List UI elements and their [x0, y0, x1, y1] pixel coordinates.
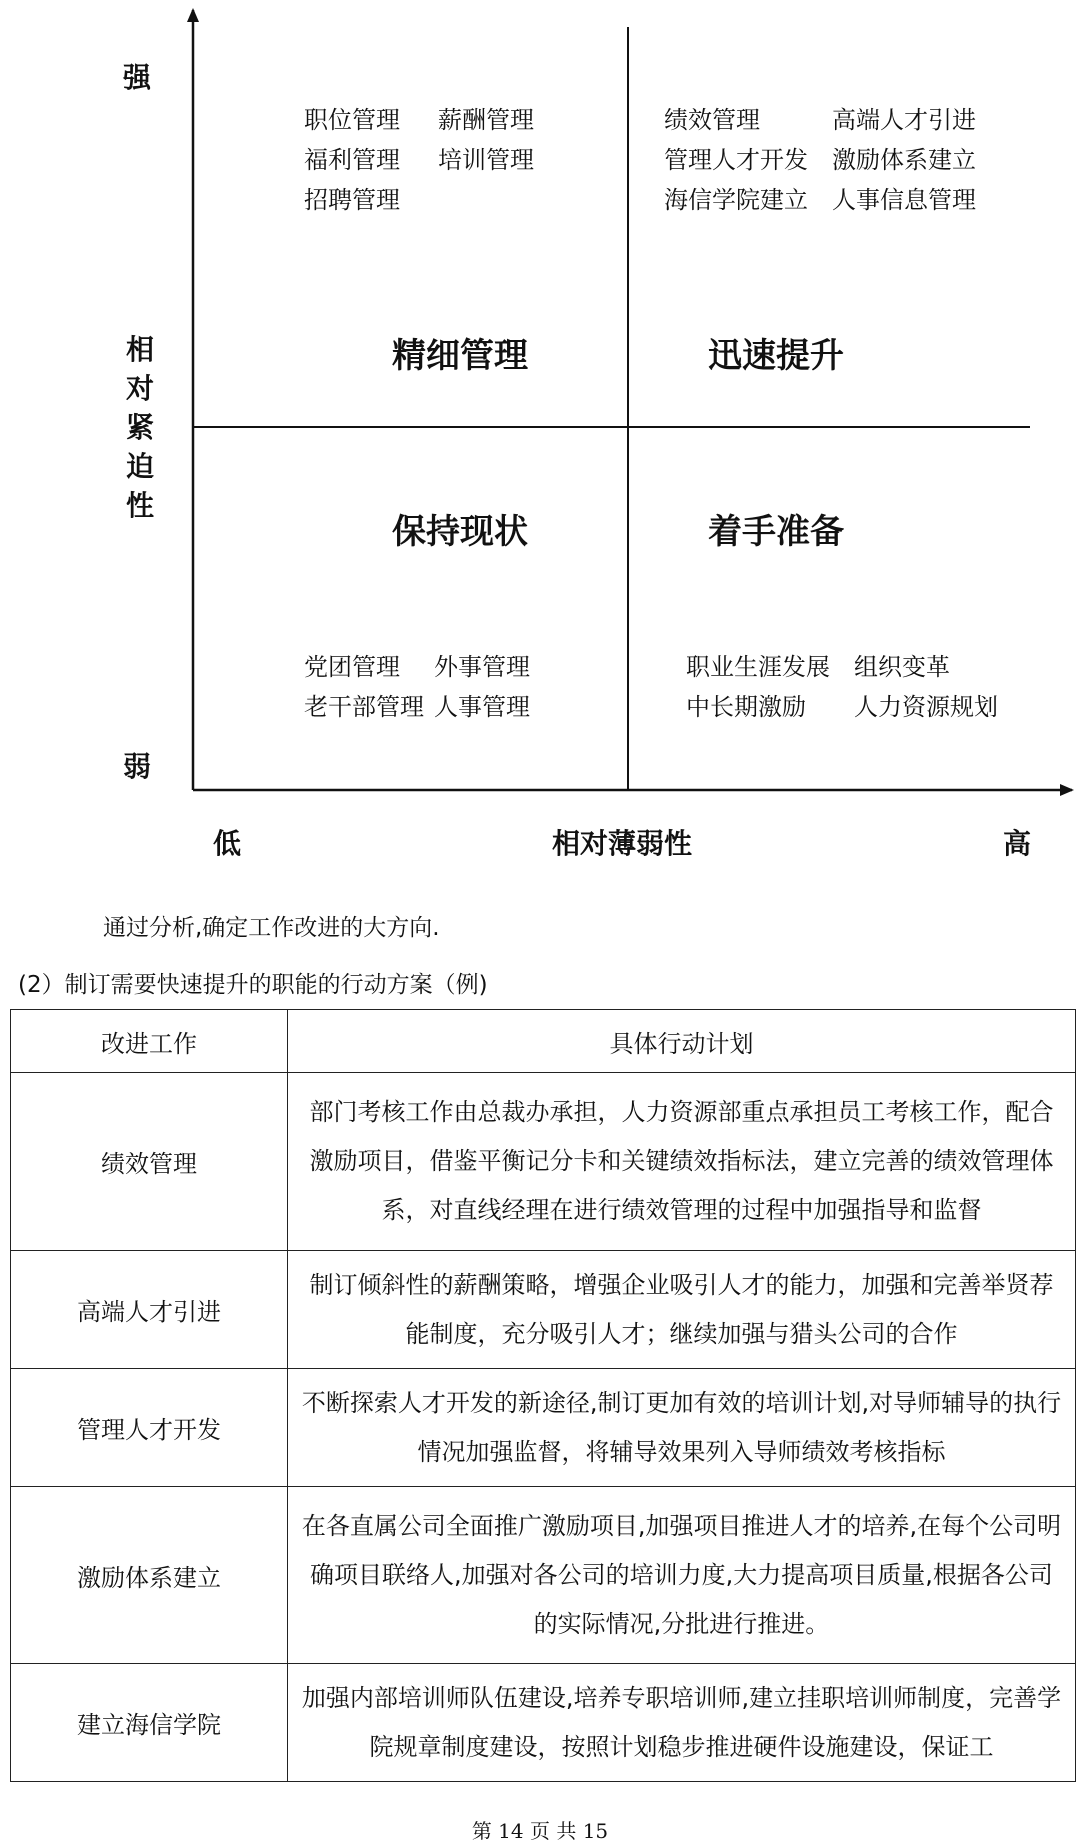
x-axis-title: 相对薄弱性: [552, 827, 693, 860]
summary-text: 通过分析,确定工作改进的大方向.: [103, 915, 440, 941]
priority-matrix: [0, 0, 1080, 880]
quadrant-top-left-title: 精细管理: [392, 336, 528, 376]
function-item: 职位管理: [304, 106, 400, 134]
table-row: [11, 1073, 1076, 1251]
function-item: 职业生涯发展: [686, 653, 830, 681]
table-row: [11, 1251, 1076, 1369]
action-plan-table: [10, 1009, 1076, 1782]
x-axis-high-label: 高: [1003, 827, 1032, 860]
function-item: 老干部管理: [304, 693, 424, 721]
quadrant-bottom-right-title: 着手准备: [708, 512, 844, 552]
quadrant-top-left-items: [304, 100, 534, 215]
work-cell: 绩效管理: [11, 1073, 288, 1251]
y-axis-title: 相对紧迫性: [125, 333, 154, 522]
column-header-work: 改进工作: [11, 1010, 288, 1073]
table-row: [11, 1487, 1076, 1664]
quadrant-top-right-items: [664, 100, 976, 215]
quadrant-bottom-left-items: [304, 647, 530, 722]
plan-cell: 制订倾斜性的薪酬策略，增强企业吸引人才的能力，加强和完善举贤荐能制度，充分吸引人才；继续加强与猎头公司的合作: [288, 1251, 1076, 1369]
function-item: 福利管理: [304, 146, 400, 174]
quadrant-bottom-right-items: [686, 647, 998, 722]
function-item: 人事信息管理: [832, 186, 976, 214]
plan-cell: 部门考核工作由总裁办承担，人力资源部重点承担员工考核工作，配合激励项目，借鉴平衡记分卡和关键绩效指标法，建立完善的绩效管理体系，对直线经理在进行绩效管理的过程中加强指导和监督: [288, 1073, 1076, 1251]
work-cell: 激励体系建立: [11, 1487, 288, 1664]
work-cell: 建立海信学院: [11, 1664, 288, 1782]
plan-cell: 不断探索人才开发的新途径,制订更加有效的培训计划,对导师辅导的执行情况加强监督，将辅导效果列入导师绩效考核指标: [288, 1369, 1076, 1487]
function-item: 中长期激励: [686, 693, 806, 721]
function-item: 党团管理: [304, 653, 400, 681]
function-item: 管理人才开发: [664, 146, 808, 174]
table-header-row: [11, 1010, 1076, 1073]
function-item: 薪酬管理: [438, 106, 534, 134]
function-item: 招聘管理: [304, 186, 400, 214]
function-item: 人事管理: [434, 693, 530, 721]
table-row: [11, 1664, 1076, 1782]
function-item: 激励体系建立: [832, 146, 976, 174]
page-footer: 第 14 页 共 15: [471, 1819, 609, 1843]
function-item: 海信学院建立: [664, 186, 808, 214]
plan-cell: 在各直属公司全面推广激励项目,加强项目推进人才的培养,在每个公司明确项目联络人,加强对各公司的培训力度,大力提高项目质量,根据各公司的实际情况,分批进行推进。: [288, 1487, 1076, 1664]
function-item: 绩效管理: [664, 106, 760, 134]
column-header-plan: 具体行动计划: [288, 1010, 1076, 1073]
y-axis-low-label: 弱: [123, 750, 152, 783]
quadrant-bottom-left-title: 保持现状: [392, 512, 528, 552]
function-item: 培训管理: [438, 146, 534, 174]
work-cell: 高端人才引进: [11, 1251, 288, 1369]
function-item: 高端人才引进: [832, 106, 976, 134]
work-cell: 管理人才开发: [11, 1369, 288, 1487]
plan-cell: 加强内部培训师队伍建设,培养专职培训师,建立挂职培训师制度，完善学院规章制度建设，按照计划稳步推进硬件设施建设，保证工: [288, 1664, 1076, 1782]
quadrant-top-right-title: 迅速提升: [708, 336, 844, 376]
table-row: [11, 1369, 1076, 1487]
function-item: 人力资源规划: [854, 693, 998, 721]
function-item: 外事管理: [434, 653, 530, 681]
section-heading: (2）制订需要快速提升的职能的行动方案（例): [18, 972, 488, 998]
y-axis-high-label: 强: [123, 61, 152, 94]
x-axis-low-label: 低: [213, 827, 242, 860]
function-item: 组织变革: [854, 653, 950, 681]
